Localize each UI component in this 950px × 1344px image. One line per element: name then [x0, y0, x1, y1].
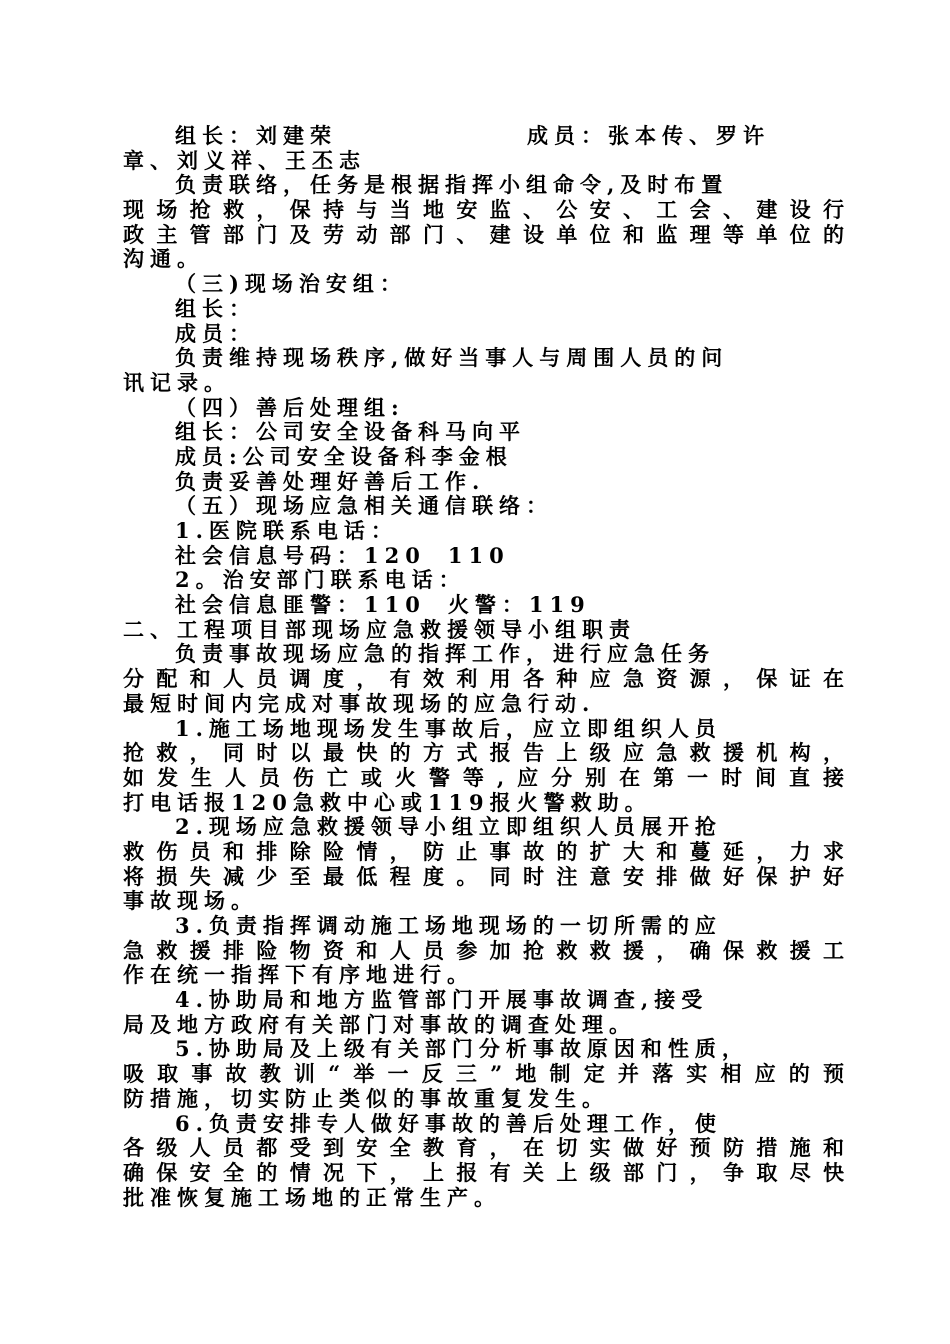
text-line: 4.协助局和地方监管部门开展事故调查,接受 [175, 988, 709, 1013]
section-heading: 二、工程项目部现场应急救援领导小组职责 [123, 617, 636, 642]
text-line: 负责联络，任务是根据指挥小组命令,及时布置 [175, 173, 729, 198]
text-line: 2.现场应急救援领导小组立即组织人员展开抢 [175, 815, 722, 840]
text-line: 成员:公司安全设备科李金根 [175, 444, 513, 469]
text-line: （五）现场应急相关通信联络： [175, 494, 553, 519]
text-line: 负责维持现场秩序,做好当事人与周围人员的问 [175, 346, 729, 371]
text-line: 抢救，同时以最快的方式报告上级应急救援机构， [123, 741, 850, 766]
text-line: 确保安全的情况下，上报有关上级部门，争取尽快 [123, 1160, 850, 1185]
text-segment: 组长：刘建荣 [175, 124, 337, 148]
text-line: 5.协助局及上级有关部门分析事故原因和性质， [175, 1037, 749, 1062]
text-line: 作在统一指挥下有序地进行。 [123, 963, 474, 988]
text-line: 6.负责安排专人做好事故的善后处理工作，使 [175, 1111, 722, 1136]
text-line: 负责妥善处理好善后工作. [175, 469, 486, 494]
text-line: （四）善后处理组: [175, 395, 405, 420]
text-line: 最短时间内完成对事故现场的应急行动. [123, 691, 596, 716]
text-line: 现场抢救，保持与当地安监、公安、工会、建设行 [123, 198, 850, 223]
text-line: 组长： [175, 296, 256, 321]
text-segment: 社会信息号码：120 [175, 543, 426, 568]
text-line: 1.医院联系电话： [175, 519, 398, 543]
text-segment: 110 [447, 543, 510, 568]
text-line: 3.负责指挥调动施工场地现场的一切所需的应 [175, 914, 722, 938]
text-line: 组长：公司安全设备科马向平 [175, 420, 526, 445]
text-line: 局及地方政府有关部门对事故的调查处理。 [123, 1012, 636, 1037]
text-line: 吸取事故教训“举一反三”地制定并落实相应的预 [123, 1062, 850, 1087]
text-line: 事故现场。 [123, 889, 258, 914]
text-segment: 成员：张本传、罗许 [527, 124, 770, 148]
text-line: 救伤员和排除险情，防止事故的扩大和蔓延，力求 [123, 839, 850, 864]
text-line: 急救援排险物资和人员参加抢救救援，确保救援工 [123, 938, 850, 963]
text-line: 讯记录。 [123, 370, 231, 395]
text-line: 2。治安部门联系电话： [175, 568, 466, 593]
text-line: 成员： [175, 321, 256, 346]
text-line: 各级人员都受到安全教育，在切实做好预防措施和 [123, 1136, 850, 1161]
text-line: 防措施，切实防止类似的事故重复发生。 [123, 1086, 609, 1111]
text-line: 沟通。 [123, 247, 204, 272]
text-line: 负责事故现场应急的指挥工作，进行应急任务 [175, 642, 715, 667]
text-line: 政主管部门及劳动部门、建设单位和监理等单位的 [123, 222, 850, 247]
text-segment: 社会信息匪警：110 [175, 593, 426, 618]
text-segment: 火警：119 [447, 593, 591, 618]
text-line: 打电话报120急救中心或119报火警救助。 [123, 790, 652, 815]
text-line [123, 544, 850, 569]
text-line: 批准恢复施工场地的正常生产。 [123, 1185, 501, 1210]
text-line: 分配和人员调度，有效利用各种应急资源，保证在 [123, 667, 850, 692]
text-line [123, 593, 850, 618]
text-line: （三)现场治安组： [175, 272, 407, 297]
text-line: 将损失减少至最低程度。同时注意安排做好保护好 [123, 864, 850, 889]
text-line: 1.施工场地现场发生事故后，应立即组织人员 [175, 716, 722, 741]
text-line: 如发生人员伤亡或火警等,应分别在第一时间直接 [123, 765, 850, 790]
text-line: 章、刘义祥、王丕志 [123, 148, 366, 173]
document-body [123, 124, 850, 1210]
text-line [123, 124, 850, 149]
